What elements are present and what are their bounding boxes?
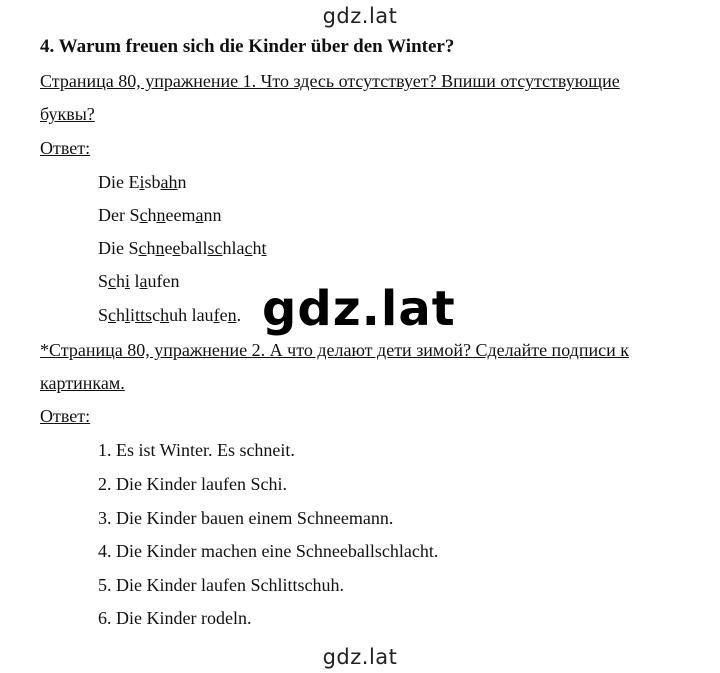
filled-letter: n <box>155 238 165 258</box>
exercise1-title-line2: буквы? <box>40 104 95 124</box>
exercise2-answer-5: 5. Die Kinder laufen Schlittschuh. <box>98 575 344 595</box>
exercise2-answer-4: 4. Die Kinder machen eine Schneeballschlacht. <box>98 541 439 561</box>
filled-letter: n <box>227 305 237 325</box>
watermark-bottom: gdz.lat <box>322 645 398 669</box>
task-heading: 4. Warum freuen sich die Kinder über den Winter? <box>40 36 455 57</box>
exercise2-title-line1: *Страница 80, упражнение 2. А что делают дети зимой? Сделайте подписи к <box>40 340 629 360</box>
filled-letter: t <box>261 238 267 258</box>
exercise1-word-4: Schi laufen <box>98 271 180 291</box>
filled-letter: c <box>108 305 117 325</box>
watermark-center: gdz.lat <box>262 281 456 337</box>
filled-letter: a <box>195 205 204 225</box>
filled-letter: c <box>139 205 148 225</box>
filled-letter: c <box>138 238 147 258</box>
exercise1-title-line1: Страница 80, упражнение 1. Что здесь отсутствует? Впиши отсутствующие <box>40 71 620 91</box>
filled-letter: ah <box>160 172 178 192</box>
filled-letter: c <box>244 238 253 258</box>
exercise1-word-5: Schlittschuh laufen. <box>98 305 242 325</box>
exercise1-word-2: Der Schneemann <box>98 205 222 225</box>
exercise1-word-3: Die Schneeballschlacht <box>98 238 267 258</box>
filled-letter: f <box>213 305 220 325</box>
filled-letter: i <box>139 172 145 192</box>
filled-letter: a <box>139 271 148 291</box>
exercise2-answer-6: 6. Die Kinder rodeln. <box>98 608 252 628</box>
exercise1-answer-label: Ответ: <box>40 138 91 158</box>
exercise2-answer-3: 3. Die Kinder bauen einem Schneemann. <box>98 508 394 528</box>
filled-letter: e <box>172 238 181 258</box>
filled-letter: c <box>108 271 117 291</box>
exercise2-answer-2: 2. Die Kinder laufen Schi. <box>98 474 287 494</box>
filled-letter: sc <box>207 238 223 258</box>
filled-letter: i <box>125 271 131 291</box>
exercise2-answer-label: Ответ: <box>40 406 91 426</box>
filled-letter: l <box>125 305 131 325</box>
exercise1-word-1: Die Eisbahn <box>98 172 187 192</box>
filled-letter: h <box>160 305 170 325</box>
filled-letter: tts <box>135 305 153 325</box>
watermark-top: gdz.lat <box>322 4 398 28</box>
exercise2-answer-1: 1. Es ist Winter. Es schneit. <box>98 440 295 460</box>
exercise2-title-line2: картинкам. <box>40 373 125 393</box>
filled-letter: n <box>156 205 166 225</box>
